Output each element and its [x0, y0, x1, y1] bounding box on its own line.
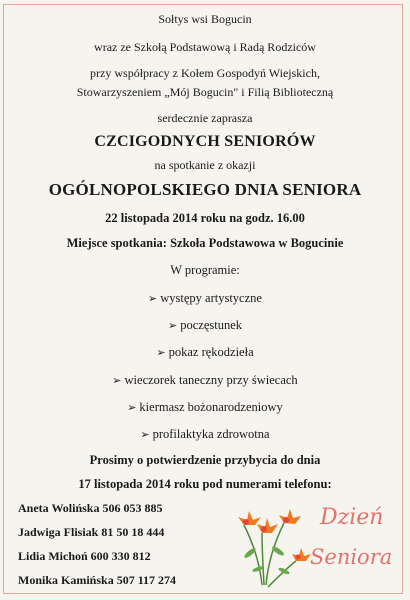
arrow-bullet-icon: ➢ — [156, 347, 166, 359]
contact-phone: Lidia Michoń 600 330 812 — [18, 549, 151, 563]
program-item: ➢ wieczorek taneczny przy świecach — [112, 373, 298, 387]
arrow-bullet-icon: ➢ — [112, 375, 122, 387]
program-item: ➢ kiermasz bożonarodzeniowy — [127, 400, 283, 414]
rsvp-line-1: Prosimy o potwierdzenie przybycia do dnia — [89, 453, 321, 467]
header-line-1: Sołtys wsi Bogucin — [158, 12, 252, 26]
event-date-time: 22 listopada 2014 roku na godz. 16.00 — [105, 211, 305, 225]
contact-phone: Monika Kamińska 507 117 274 — [18, 573, 177, 587]
program-item: ➢ profilaktyka zdrowotna — [140, 427, 270, 441]
logo-word-seniora: Seniora — [310, 545, 393, 569]
header-line-3: przy współpracy z Kołem Gospodyń Wiejskich, — [90, 66, 320, 80]
event-title: OGÓLNOPOLSKIEGO DNIA SENIORA — [48, 180, 362, 199]
arrow-bullet-icon: ➢ — [140, 429, 150, 441]
program-heading: W programie: — [170, 263, 240, 277]
arrow-bullet-icon: ➢ — [127, 402, 137, 414]
logo-word-dzien: Dzień — [320, 505, 384, 530]
header-line-2: wraz ze Szkołą Podstawową i Radą Rodziców — [94, 40, 316, 54]
occasion-intro: na spotkanie z okazji — [154, 158, 256, 172]
header-line-4: Stowarzyszeniem „Mój Bogucin" i Filią Biblioteczną — [76, 85, 334, 99]
header-line-5: serdecznie zaprasza — [157, 111, 253, 125]
arrow-bullet-icon: ➢ — [168, 320, 178, 332]
contact-phone: Aneta Wolińska 506 053 885 — [18, 501, 163, 515]
guests-title: CZCIGODNYCH SENIORÓW — [94, 133, 316, 150]
event-venue: Miejsce spotkania: Szkoła Podstawowa w Bogucinie — [66, 236, 344, 250]
program-item: ➢ występy artystyczne — [148, 291, 262, 305]
dzien-seniora-logo — [232, 505, 402, 590]
rsvp-line-2: 17 listopada 2014 roku pod numerami telefonu: — [78, 477, 332, 491]
contact-phone: Jadwiga Flisiak 81 50 18 444 — [18, 525, 165, 539]
program-item: ➢ poczęstunek — [168, 318, 242, 332]
program-item: ➢ pokaz rękodzieła — [156, 345, 254, 359]
arrow-bullet-icon: ➢ — [148, 293, 158, 305]
